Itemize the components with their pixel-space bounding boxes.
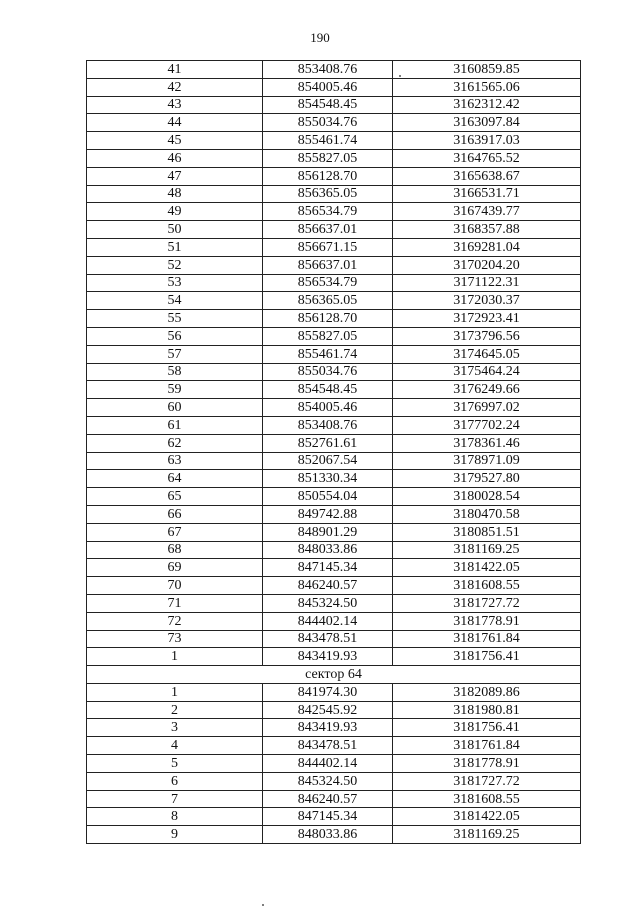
x-coordinate-cell: 850554.04 [263,488,393,506]
x-coordinate-cell: 842545.92 [263,701,393,719]
point-number-cell: 56 [87,327,263,345]
table-row [87,488,581,506]
table-row [87,274,581,292]
x-coordinate-cell: 849742.88 [263,505,393,523]
y-coordinate-cell: 3181422.05 [393,808,581,826]
table-row [87,399,581,417]
y-coordinate-cell: 3163097.84 [393,114,581,132]
y-coordinate-cell: 3173796.56 [393,327,581,345]
table-row [87,185,581,203]
point-number-cell: 65 [87,488,263,506]
scan-speck [262,904,264,906]
y-coordinate-cell: 3177702.24 [393,416,581,434]
point-number-cell: 44 [87,114,263,132]
table-row [87,149,581,167]
point-number-cell: 67 [87,523,263,541]
point-number-cell: 49 [87,203,263,221]
y-coordinate-cell: 3175464.24 [393,363,581,381]
y-coordinate-cell: 3169281.04 [393,238,581,256]
y-coordinate-cell: 3170204.20 [393,256,581,274]
x-coordinate-cell: 846240.57 [263,790,393,808]
y-coordinate-cell: 3178361.46 [393,434,581,452]
x-coordinate-cell: 841974.30 [263,683,393,701]
y-coordinate-cell: 3176997.02 [393,399,581,417]
table-row [87,310,581,328]
point-number-cell: 52 [87,256,263,274]
x-coordinate-cell: 845324.50 [263,594,393,612]
table-row [87,292,581,310]
x-coordinate-cell: 843478.51 [263,630,393,648]
y-coordinate-cell: 3181169.25 [393,826,581,844]
x-coordinate-cell: 856671.15 [263,238,393,256]
x-coordinate-cell: 843419.93 [263,719,393,737]
y-coordinate-cell: 3176249.66 [393,381,581,399]
page-number: 190 [310,30,330,45]
point-number-cell: 54 [87,292,263,310]
table-row [87,61,581,79]
table-row [87,434,581,452]
table-row [87,701,581,719]
y-coordinate-cell: 3178971.09 [393,452,581,470]
table-row [87,452,581,470]
table-row [87,78,581,96]
point-number-cell: 51 [87,238,263,256]
x-coordinate-cell: 843419.93 [263,648,393,666]
table-row [87,363,581,381]
table-row [87,221,581,239]
point-number-cell: 72 [87,612,263,630]
table-row [87,256,581,274]
table-row [87,826,581,844]
point-number-cell: 8 [87,808,263,826]
sector-label: сектор 64 [87,666,581,684]
point-number-cell: 6 [87,772,263,790]
x-coordinate-cell: 845324.50 [263,772,393,790]
point-number-cell: 42 [87,78,263,96]
y-coordinate-cell: 3166531.71 [393,185,581,203]
point-number-cell: 73 [87,630,263,648]
table-row [87,238,581,256]
point-number-cell: 46 [87,149,263,167]
point-number-cell: 70 [87,577,263,595]
x-coordinate-cell: 856365.05 [263,292,393,310]
table-row [87,648,581,666]
x-coordinate-cell: 847145.34 [263,808,393,826]
point-number-cell: 50 [87,221,263,239]
point-number-cell: 66 [87,505,263,523]
x-coordinate-cell: 855461.74 [263,132,393,150]
x-coordinate-cell: 855461.74 [263,345,393,363]
table-row [87,577,581,595]
table-row [87,345,581,363]
x-coordinate-cell: 855034.76 [263,363,393,381]
y-coordinate-cell: 3165638.67 [393,167,581,185]
point-number-cell: 69 [87,559,263,577]
x-coordinate-cell: 856365.05 [263,185,393,203]
y-coordinate-cell: 3181756.41 [393,648,581,666]
y-coordinate-cell: 3161565.06 [393,78,581,96]
x-coordinate-cell: 844402.14 [263,755,393,773]
table-row [87,327,581,345]
x-coordinate-cell: 848033.86 [263,826,393,844]
x-coordinate-cell: 853408.76 [263,61,393,79]
y-coordinate-cell: 3180851.51 [393,523,581,541]
y-coordinate-cell: 3171122.31 [393,274,581,292]
x-coordinate-cell: 851330.34 [263,470,393,488]
y-coordinate-cell: 3179527.80 [393,470,581,488]
y-coordinate-cell: 3182089.86 [393,683,581,701]
table-row [87,416,581,434]
y-coordinate-cell: 3168357.88 [393,221,581,239]
y-coordinate-cell: 3174645.05 [393,345,581,363]
point-number-cell: 57 [87,345,263,363]
table-row [87,381,581,399]
x-coordinate-cell: 854005.46 [263,78,393,96]
table-row [87,755,581,773]
x-coordinate-cell: 855034.76 [263,114,393,132]
point-number-cell: 41 [87,61,263,79]
point-number-cell: 48 [87,185,263,203]
y-coordinate-cell: 3167439.77 [393,203,581,221]
point-number-cell: 64 [87,470,263,488]
x-coordinate-cell: 852761.61 [263,434,393,452]
x-coordinate-cell: 854548.45 [263,381,393,399]
point-number-cell: 71 [87,594,263,612]
y-coordinate-cell: 3181756.41 [393,719,581,737]
table-row [87,505,581,523]
table-row [87,790,581,808]
y-coordinate-cell: 3181608.55 [393,790,581,808]
x-coordinate-cell: 856637.01 [263,256,393,274]
point-number-cell: 9 [87,826,263,844]
point-number-cell: 55 [87,310,263,328]
table-row [87,167,581,185]
y-coordinate-cell: 3180028.54 [393,488,581,506]
point-number-cell: 60 [87,399,263,417]
table-row [87,541,581,559]
table-row [87,114,581,132]
x-coordinate-cell: 844402.14 [263,612,393,630]
x-coordinate-cell: 847145.34 [263,559,393,577]
y-coordinate-cell: 3180470.58 [393,505,581,523]
x-coordinate-cell: 852067.54 [263,452,393,470]
coordinates-table [86,60,581,844]
table-row [87,132,581,150]
y-coordinate-cell: 3181727.72 [393,772,581,790]
y-coordinate-cell: 3181778.91 [393,612,581,630]
y-coordinate-cell: 3164765.52 [393,149,581,167]
y-coordinate-cell: 3172923.41 [393,310,581,328]
x-coordinate-cell: 856128.70 [263,167,393,185]
point-number-cell: 2 [87,701,263,719]
table-row [87,772,581,790]
x-coordinate-cell: 855827.05 [263,327,393,345]
x-coordinate-cell: 855827.05 [263,149,393,167]
table-row [87,203,581,221]
table-row [87,523,581,541]
table-row [87,683,581,701]
y-coordinate-cell: 3181778.91 [393,755,581,773]
point-number-cell: 58 [87,363,263,381]
table-row [87,719,581,737]
point-number-cell: 68 [87,541,263,559]
point-number-cell: 63 [87,452,263,470]
y-coordinate-cell: 3181608.55 [393,577,581,595]
y-coordinate-cell: 3181169.25 [393,541,581,559]
x-coordinate-cell: 853408.76 [263,416,393,434]
y-coordinate-cell: 3172030.37 [393,292,581,310]
y-coordinate-cell: 3163917.03 [393,132,581,150]
table-row [87,470,581,488]
x-coordinate-cell: 843478.51 [263,737,393,755]
table-row [87,96,581,114]
table-row [87,594,581,612]
point-number-cell: 47 [87,167,263,185]
x-coordinate-cell: 856128.70 [263,310,393,328]
point-number-cell: 61 [87,416,263,434]
coordinates-table-body [87,61,581,844]
y-coordinate-cell: 3162312.42 [393,96,581,114]
x-coordinate-cell: 856637.01 [263,221,393,239]
table-row [87,630,581,648]
x-coordinate-cell: 848901.29 [263,523,393,541]
point-number-cell: 1 [87,648,263,666]
scan-speck [399,75,401,77]
y-coordinate-cell: 3181761.84 [393,630,581,648]
point-number-cell: 5 [87,755,263,773]
point-number-cell: 45 [87,132,263,150]
x-coordinate-cell: 848033.86 [263,541,393,559]
point-number-cell: 59 [87,381,263,399]
table-row [87,559,581,577]
point-number-cell: 43 [87,96,263,114]
y-coordinate-cell: 3181980.81 [393,701,581,719]
point-number-cell: 1 [87,683,263,701]
point-number-cell: 53 [87,274,263,292]
x-coordinate-cell: 854005.46 [263,399,393,417]
x-coordinate-cell: 856534.79 [263,274,393,292]
y-coordinate-cell: 3181727.72 [393,594,581,612]
x-coordinate-cell: 846240.57 [263,577,393,595]
point-number-cell: 62 [87,434,263,452]
table-row [87,612,581,630]
table-row [87,808,581,826]
y-coordinate-cell: 3181761.84 [393,737,581,755]
y-coordinate-cell: 3181422.05 [393,559,581,577]
point-number-cell: 3 [87,719,263,737]
x-coordinate-cell: 854548.45 [263,96,393,114]
point-number-cell: 4 [87,737,263,755]
x-coordinate-cell: 856534.79 [263,203,393,221]
table-row [87,737,581,755]
point-number-cell: 7 [87,790,263,808]
y-coordinate-cell: 3160859.85 [393,61,581,79]
sector-header-row [87,666,581,684]
